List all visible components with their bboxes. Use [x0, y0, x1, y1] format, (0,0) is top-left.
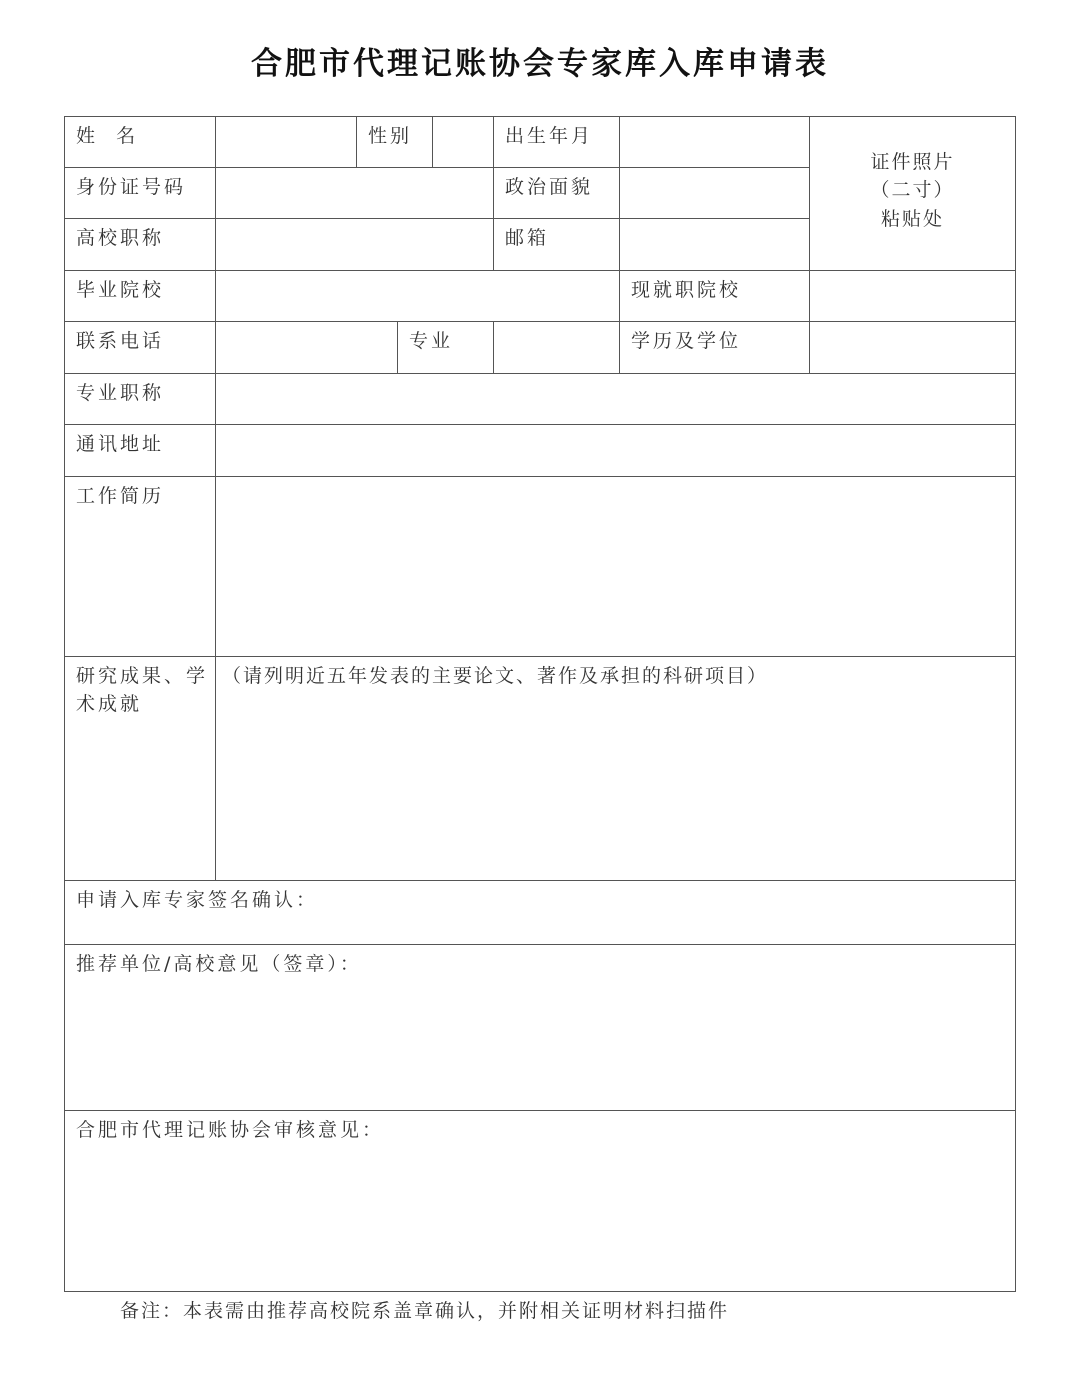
label-current-school: 现就职院校	[631, 279, 742, 301]
label-cell-professional-title	[64, 373, 216, 425]
label-birth: 出生年月	[505, 125, 594, 147]
label-research-line1: 研究成果、学	[76, 665, 209, 687]
input-degree[interactable]	[809, 321, 1016, 374]
input-email[interactable]	[619, 218, 810, 271]
label-cell-research	[64, 656, 216, 881]
label-professional-title: 专业职称	[76, 382, 165, 404]
label-name: 姓 名	[76, 125, 139, 147]
signature-area[interactable]	[64, 880, 1016, 945]
label-cell-current-school	[619, 270, 810, 322]
input-major[interactable]	[493, 321, 620, 374]
photo-label-2: （二寸）	[870, 179, 955, 201]
photo-label-3: 粘贴处	[880, 208, 944, 230]
label-cell-gender	[356, 116, 433, 168]
label-political: 政治面貌	[505, 176, 594, 198]
input-title-school[interactable]	[215, 218, 494, 271]
label-cell-work-history	[64, 476, 216, 657]
label-cell-name	[64, 116, 216, 168]
label-cell-major	[397, 321, 494, 374]
label-cell-political	[493, 167, 620, 219]
label-cell-phone	[64, 321, 216, 374]
recommend-area[interactable]	[64, 944, 1016, 1111]
label-id-number: 身份证号码	[76, 176, 187, 198]
application-form	[64, 116, 1016, 1292]
label-research-line2: 术成就	[76, 693, 143, 715]
label-graduate-school: 毕业院校	[76, 279, 165, 301]
input-address[interactable]	[215, 424, 1016, 477]
label-cell-id-number	[64, 167, 216, 219]
label-cell-birth	[493, 116, 620, 168]
label-address: 通讯地址	[76, 433, 165, 455]
input-work-history[interactable]	[215, 476, 1016, 657]
association-review-area[interactable]	[64, 1110, 1016, 1292]
form-title: 合肥市代理记账协会专家库入库申请表	[251, 46, 829, 82]
input-birth[interactable]	[619, 116, 810, 168]
label-cell-email	[493, 218, 620, 271]
photo-area[interactable]	[809, 116, 1016, 271]
photo-label-1: 证件照片	[870, 151, 955, 173]
input-research[interactable]	[215, 656, 1016, 881]
label-gender: 性别	[368, 125, 413, 147]
label-work-history: 工作简历	[76, 485, 165, 507]
label-signature: 申请入库专家签名确认：	[76, 889, 319, 911]
research-hint: （请列明近五年发表的主要论文、著作及承担的科研项目）	[222, 665, 769, 687]
input-graduate-school[interactable]	[215, 270, 620, 322]
label-title-school: 高校职称	[76, 227, 165, 249]
input-phone[interactable]	[215, 321, 398, 374]
input-professional-title[interactable]	[215, 373, 1016, 425]
label-recommend: 推荐单位/高校意见（签章）：	[76, 953, 362, 975]
input-id-number[interactable]	[215, 167, 494, 219]
label-degree: 学历及学位	[631, 330, 742, 352]
label-cell-graduate-school	[64, 270, 216, 322]
label-phone: 联系电话	[76, 330, 165, 352]
label-email: 邮箱	[505, 227, 550, 249]
input-name[interactable]	[215, 116, 357, 168]
input-current-school[interactable]	[809, 270, 1016, 322]
label-cell-degree	[619, 321, 810, 374]
label-cell-title-school	[64, 218, 216, 271]
label-cell-address	[64, 424, 216, 477]
input-gender[interactable]	[432, 116, 494, 168]
label-association-review: 合肥市代理记账协会审核意见：	[76, 1119, 385, 1141]
label-major: 专业	[409, 330, 454, 352]
footnote: 备注：本表需由推荐高校院系盖章确认，并附相关证明材料扫描件	[120, 1300, 730, 1322]
input-political[interactable]	[619, 167, 810, 219]
